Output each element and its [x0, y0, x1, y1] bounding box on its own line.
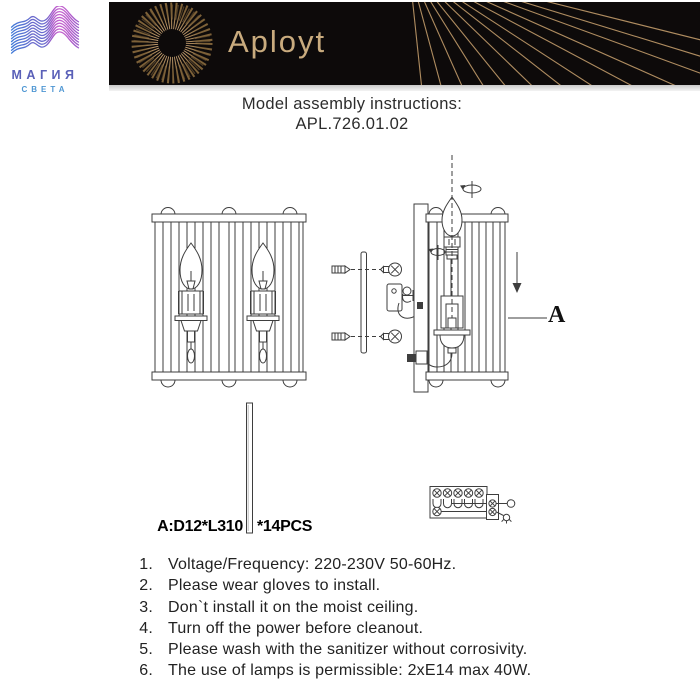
bottom-foot [429, 380, 443, 387]
top-knob [491, 208, 505, 215]
item-number: 5. [139, 641, 153, 659]
clip [417, 302, 423, 309]
instruction-item [0, 577, 700, 598]
cord-connector [407, 354, 416, 362]
item-number: 6. [139, 662, 153, 680]
wall-anchor [332, 266, 382, 273]
mounting-screw [381, 330, 402, 343]
item-text: Please wear gloves to install. [168, 577, 381, 595]
brand-banner [109, 2, 700, 85]
top-knob [161, 208, 175, 215]
item-text: Please wash with the sanitizer without corrosivity. [168, 641, 528, 659]
wave-logo-icon [10, 6, 80, 62]
mounting-screw [381, 263, 402, 276]
instruction-item [0, 599, 700, 620]
instruction-item [0, 620, 700, 641]
candle-bulb-icon [175, 243, 207, 363]
banner-shadow [109, 85, 700, 91]
item-number: 3. [139, 598, 153, 616]
item-text: Don`t install it on the moist ceiling. [168, 598, 419, 616]
wall-anchor [332, 333, 382, 340]
logo-brand-subtitle: СВЕТА [21, 85, 69, 94]
rod-spec-label: A:D12*L310 [157, 518, 243, 535]
magia-sveta-logo [10, 6, 80, 94]
brand-wordmark: Aployt [228, 24, 327, 59]
top-knob [283, 208, 297, 215]
instructions-list [0, 556, 700, 684]
item-text: Voltage/Frequency: 220-230V 50-60Hz. [168, 556, 457, 573]
assembly-diagram [0, 145, 700, 545]
section-label: A [548, 302, 566, 328]
item-number: 1. [139, 556, 153, 573]
bottom-foot [222, 380, 236, 387]
instruction-item [0, 662, 700, 683]
wiring-component [487, 495, 515, 524]
item-number: 4. [139, 619, 153, 637]
front-frame [152, 208, 306, 387]
instruction-item [0, 556, 700, 577]
sunburst-icon [141, 12, 203, 74]
bottom-foot [161, 380, 175, 387]
down-arrow-icon [513, 252, 522, 293]
item-text: The use of lamps is permissible: 2xE14 max 40W. [168, 662, 532, 680]
wall-plate [361, 252, 367, 353]
title-block [0, 94, 700, 134]
item-number: 2. [139, 577, 153, 595]
front-view-drawing [152, 208, 306, 387]
instruction-item [0, 641, 700, 662]
rays-decoration-icon [409, 2, 700, 85]
terminal-block-drawing [430, 487, 515, 524]
item-text: Turn off the power before cleanout. [168, 619, 424, 637]
logo-brand-name: МАГИЯ [11, 68, 79, 82]
rotation-arrow-icon [460, 181, 481, 198]
bottom-foot [491, 380, 505, 387]
rod-part-drawing [247, 403, 253, 533]
ring-terminal [507, 500, 515, 508]
candle-bulb-icon [247, 243, 279, 363]
top-knob [429, 208, 443, 215]
model-number: APL.726.01.02 [295, 115, 409, 133]
top-knob [222, 208, 236, 215]
rod-qty-label: *14PCS [257, 518, 313, 535]
cord-outlet [416, 351, 427, 364]
sheet-title: Model assembly instructions: [241, 95, 463, 113]
side-view-drawing [407, 155, 547, 392]
bottom-foot [283, 380, 297, 387]
